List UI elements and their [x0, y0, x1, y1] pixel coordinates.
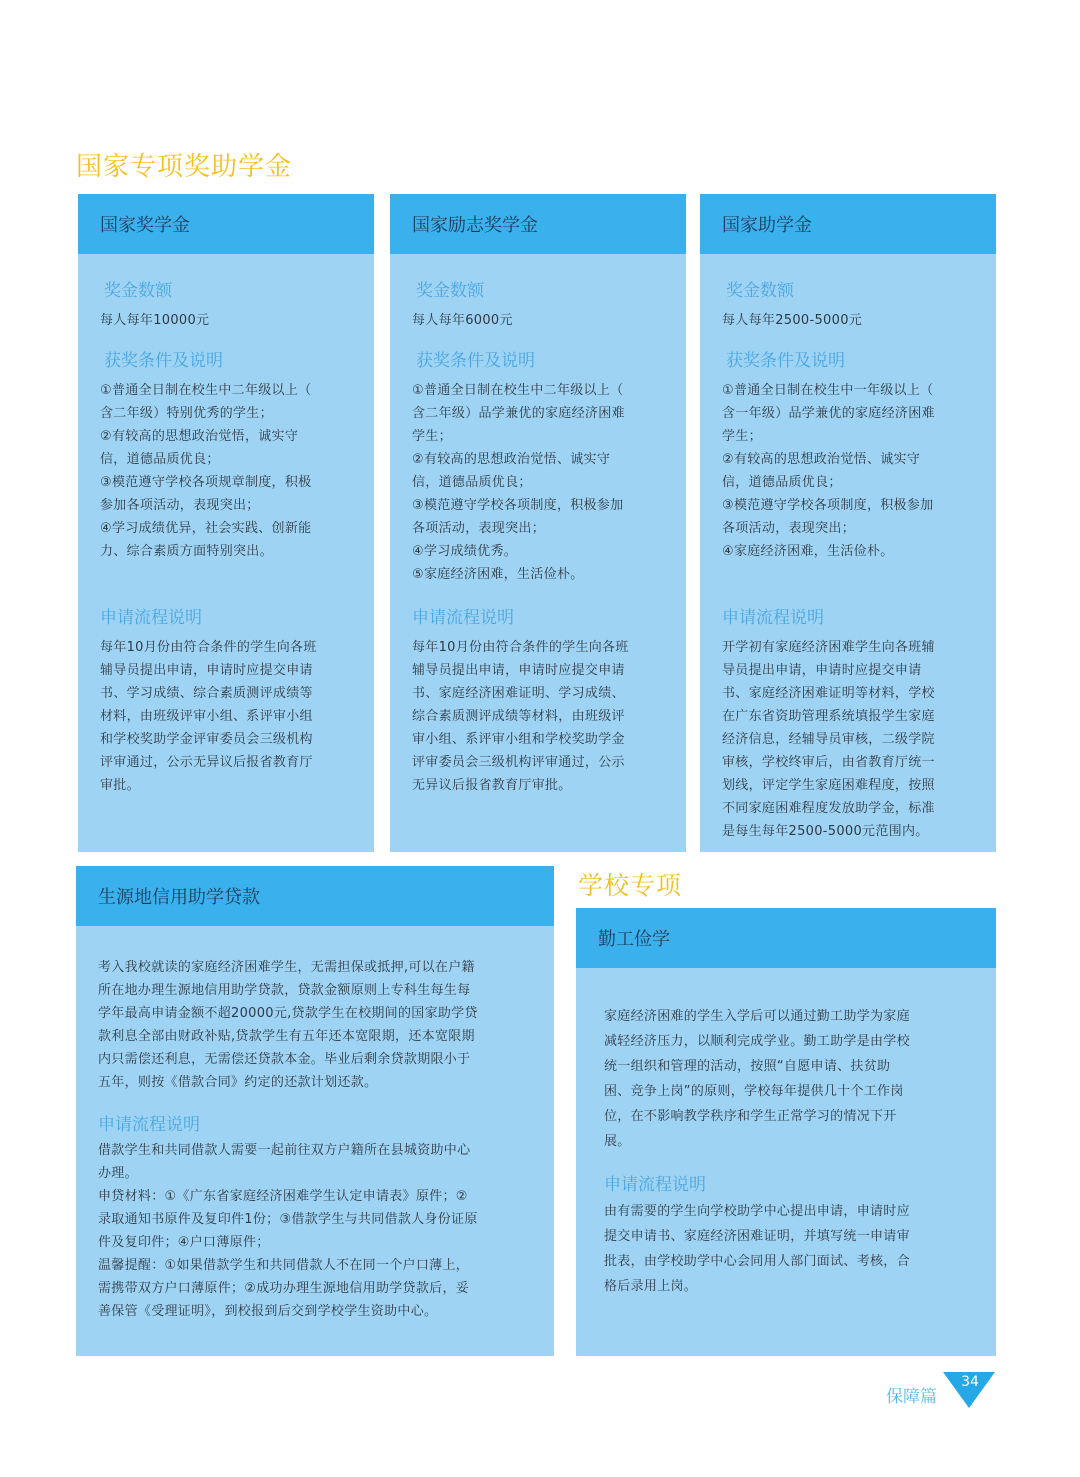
amount-heading: 奖金数额 [726, 281, 794, 301]
section-title-school: 学校专项 [578, 871, 683, 900]
card-national-scholarship [78, 194, 374, 852]
conditions-heading: 获奖条件及说明 [726, 351, 845, 371]
process-heading: 申请流程说明 [412, 608, 514, 628]
card-title: 国家励志奖学金 [390, 194, 686, 254]
process-heading: 申请流程说明 [604, 1175, 706, 1195]
amount-heading: 奖金数额 [104, 281, 172, 301]
card-encouragement-scholarship [390, 194, 686, 852]
process-text: 每年10月份由符合条件的学生向各班 辅导员提出申请，申请时应提交申请 书、家庭经济困难证明、学习成绩、 综合素质测评成绩等材料，由班级评 审小组、系评审小组和学校奖助学金 评审委员会三级机构评审通过，公示 无异议后报省教育厅审批。 [412, 640, 629, 793]
loan-intro-text: 考入我校就读的家庭经济困难学生，无需担保或抵押,可以在户籍 所在地办理生源地信用助学贷款，贷款金额原则上专科生每生每 学年最高申请金额不超20000元,贷款学生在校期间的国家助学贷 款利息全部由财政补贴,贷款学生有五年还本宽限期，还本宽限期 内只需偿还利息，无需偿还贷款本金。毕业后剩余贷款期限小于 五年，则按《借款合同》约定的还款计划还款。 [98, 960, 478, 1090]
conditions-text: ①普通全日制在校生中二年级以上（ 含二年级）品学兼优的家庭经济困难 学生； ②有较高的思想政治觉悟、诚实守 信，道德品质优良； ③模范遵守学校各项制度，积极参加 各项活动，表现突出； ④学习成绩优秀。 ⑤家庭经济困难，生活俭朴。 [412, 383, 625, 582]
process-text: 开学初有家庭经济困难学生向各班辅 导员提出申请，申请时应提交申请 书、家庭经济困难证明等材料，学校 在广东省资助管理系统填报学生家庭 经济信息，经辅导员审核，二级学院 审核，学校终审后，由省教育厅统一 划线，评定学生家庭困难程度，按照 不同家庭困难程度发放助学金，标准 是每生每年2500-5000元范围内。 [722, 640, 935, 839]
process-heading: 申请流程说明 [722, 608, 824, 628]
card-title: 国家奖学金 [78, 194, 374, 254]
card-work-study [576, 908, 996, 1356]
process-text: 借款学生和共同借款人需要一起前往双方户籍所在县城资助中心 办理。 申贷材料：①《广东省家庭经济困难学生认定申请表》原件；② 录取通知书原件及复印件1份；③借款学生与共同借款人身份证原 件及复印件；④户口薄原件； 温馨提醒：①如果借款学生和共同借款人不在同一个户口薄上， 需携带双方户口薄原件；②成功办理生源地信用助学贷款后，妥 善保管《受理证明》，到校报到后交到学校学生资助中心。 [98, 1143, 478, 1319]
footer-section-label: 保障篇 [886, 1387, 937, 1407]
card-title: 国家助学金 [700, 194, 996, 254]
page-number: 34 [961, 1374, 979, 1390]
amount-text: 每人每年6000元 [412, 313, 513, 328]
process-heading: 申请流程说明 [98, 1115, 200, 1135]
section-title-national: 国家专项奖助学金 [76, 152, 293, 182]
amount-text: 每人每年10000元 [100, 313, 210, 328]
card-title: 勤工俭学 [576, 908, 996, 968]
conditions-text: ①普通全日制在校生中一年级以上（ 含一年级）品学兼优的家庭经济困难 学生； ②有较高的思想政治觉悟、诚实守 信，道德品质优良； ③模范遵守学校各项制度，积极参加 各项活动，表现突出； ④家庭经济困难，生活俭朴。 [722, 383, 935, 559]
process-heading: 申请流程说明 [100, 608, 202, 628]
conditions-heading: 获奖条件及说明 [416, 351, 535, 371]
conditions-text: ①普通全日制在校生中二年级以上（ 含二年级）特别优秀的学生； ②有较高的思想政治觉悟，诚实守 信，道德品质优良； ③模范遵守学校各项规章制度，积极 参加各项活动，表现突出； ④学习成绩优异，社会实践、创新能 力、综合素质方面特别突出。 [100, 383, 312, 559]
work-study-intro-text: 家庭经济困难的学生入学后可以通过勤工助学为家庭 减轻经济压力，以顺利完成学业。勤工助学是由学校 统一组织和管理的活动，按照“自愿申请、扶贫助 困、竞争上岗”的原则，学校每年提供几十个工作岗 位，在不影响教学秩序和学生正常学习的情况下开 展。 [604, 1009, 910, 1149]
process-text: 由有需要的学生向学校助学中心提出申请，申请时应 提交申请书、家庭经济困难证明，并填写统一申请审 批表，由学校助学中心会同用人部门面试、考核，合 格后录用上岗。 [604, 1204, 910, 1294]
process-text: 每年10月份由符合条件的学生向各班 辅导员提出申请，申请时应提交申请 书、学习成绩、综合素质测评成绩等 材料，由班级评审小组、系评审小组 和学校奖助学金评审委员会三级机构 评审通过，公示无异议后报省教育厅 审批。 [100, 640, 317, 793]
amount-text: 每人每年2500-5000元 [722, 313, 863, 328]
card-credit-student-loan [76, 866, 554, 1356]
conditions-heading: 获奖条件及说明 [104, 351, 223, 371]
amount-heading: 奖金数额 [416, 281, 484, 301]
card-title: 生源地信用助学贷款 [76, 866, 554, 926]
card-national-grant [700, 194, 996, 852]
